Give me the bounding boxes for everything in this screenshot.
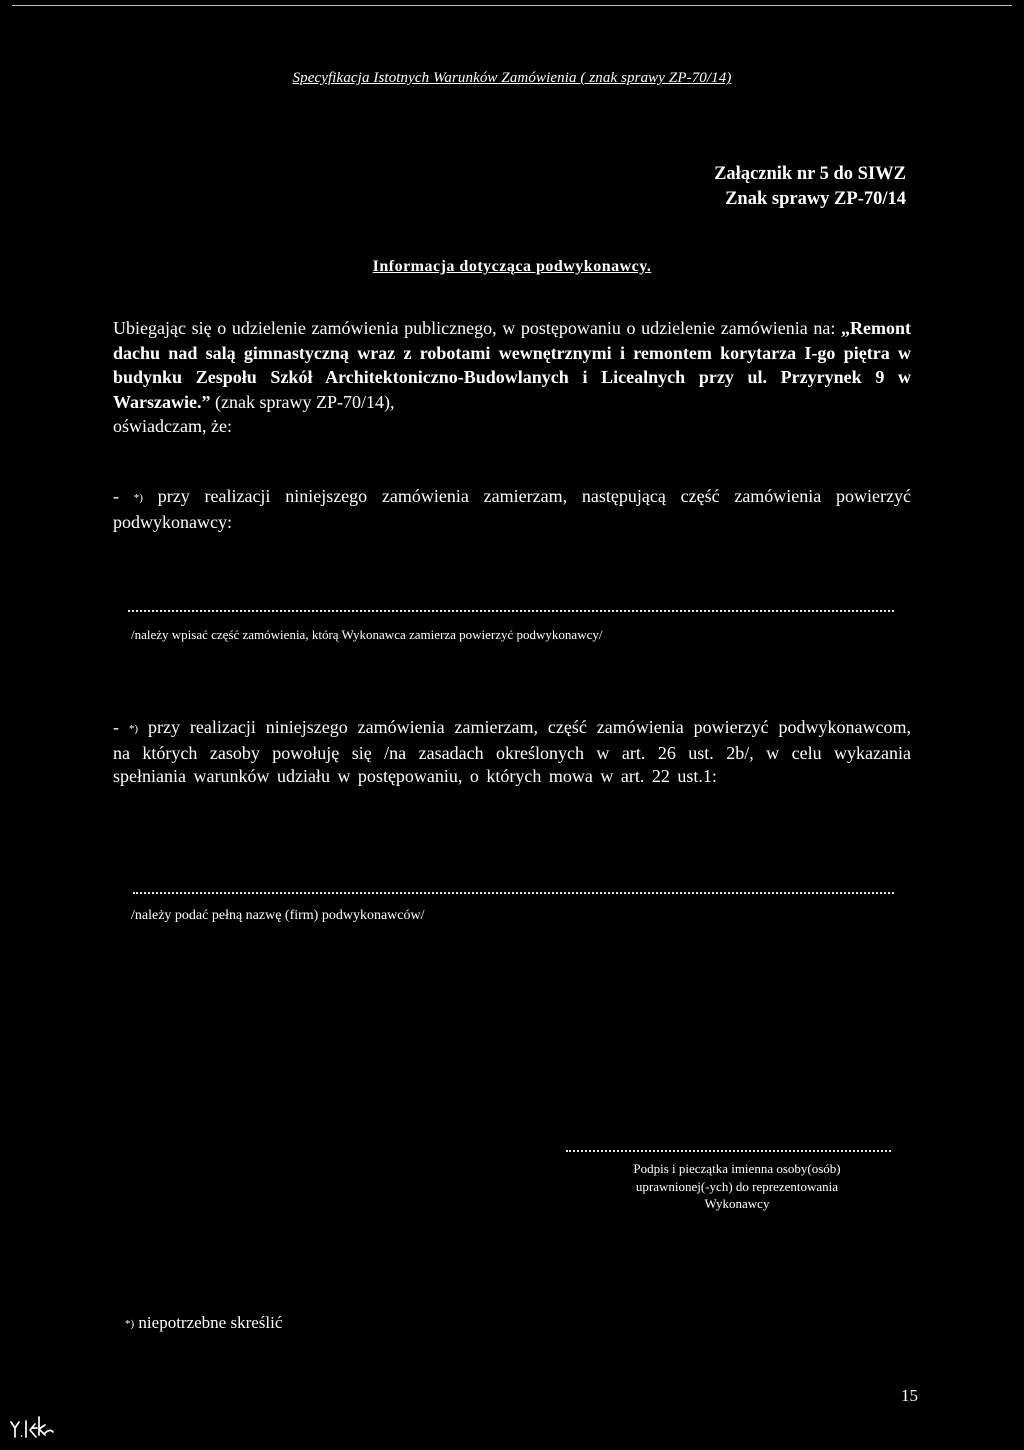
fill-in-line-contract-part[interactable] [128,609,894,612]
running-header: Specyfikacja Istotnych Warunków Zamówienia ( znak sprawy ZP-70/14) [292,70,732,86]
footnote-text: niepotrzebne skreślić [138,1313,283,1332]
option-dash: - [113,717,119,737]
footnote-marker: *) [125,1318,135,1330]
footnote-marker: *) [133,492,143,504]
signature-caption-line: Podpis i pieczątka imienna osoby(osób) [633,1161,841,1176]
top-border-line [12,5,1012,6]
attachment-number: Załącznik nr 5 do SIWZ [714,164,906,184]
fill-in-line-subcontractor-names[interactable] [133,891,894,894]
attachment-reference [714,162,906,212]
intro-case-reference: (znak sprawy ZP-70/14), [210,391,395,412]
fill-in-instruction: /należy wpisać część zamówienia, którą Wykonawca zamierza powierzyć podwykonawcy/ [131,627,603,642]
contract-subject: „Remont dachu nad salą gimnastyczną wraz z robotami wewnętrznymi i remontem korytarza I-go piętra w budynku Zespołu Szkół Architektoniczno-Budowlanych i Licealnych przy ul. Przyrynek 9 w Warszawie.” [113,318,911,412]
intro-lead: Ubiegając się o udzielenie zamówienia publicznego, w postępowaniu o udzielenie zamówienia na: [113,318,841,338]
option-subcontract-part [113,485,911,534]
option-subcontractor-resources [113,716,911,789]
signature-caption [566,1160,908,1213]
option-dash: - [113,486,119,506]
signature-caption-line: uprawnionej(-ych) do reprezentowania [635,1178,839,1194]
signature-caption-line: Wykonawcy [704,1196,770,1211]
fill-in-instruction: /należy podać pełną nazwę (firm) podwykonawców/ [131,908,425,923]
document-title: Informacja dotycząca podwykonawcy. [372,258,652,275]
footnote [125,1313,282,1333]
page-number: 15 [901,1386,918,1405]
handwritten-initials [6,1412,58,1442]
option-text: przy realizacji niniejszego zamówienia zamierzam, następującą część zamówienia powierzyć podwykonawcy: [113,486,912,532]
option-text: przy realizacji niniejszego zamówienia zamierzam, część zamówienia powierzyć podwykonawcom, na których zasoby powołuję się /na zasadach określonych w art. 26 ust. 2b/, w celu wykazania spełniania warunków udziału w postępowaniu, o których mowa w art. 22 ust.1: [113,717,912,786]
footnote-marker: *) [128,723,139,735]
case-reference: Znak sprawy ZP-70/14 [725,189,906,209]
declaration-lead: oświadczam, że: [113,416,232,436]
signature-line[interactable] [566,1149,891,1152]
intro-paragraph [113,316,911,439]
